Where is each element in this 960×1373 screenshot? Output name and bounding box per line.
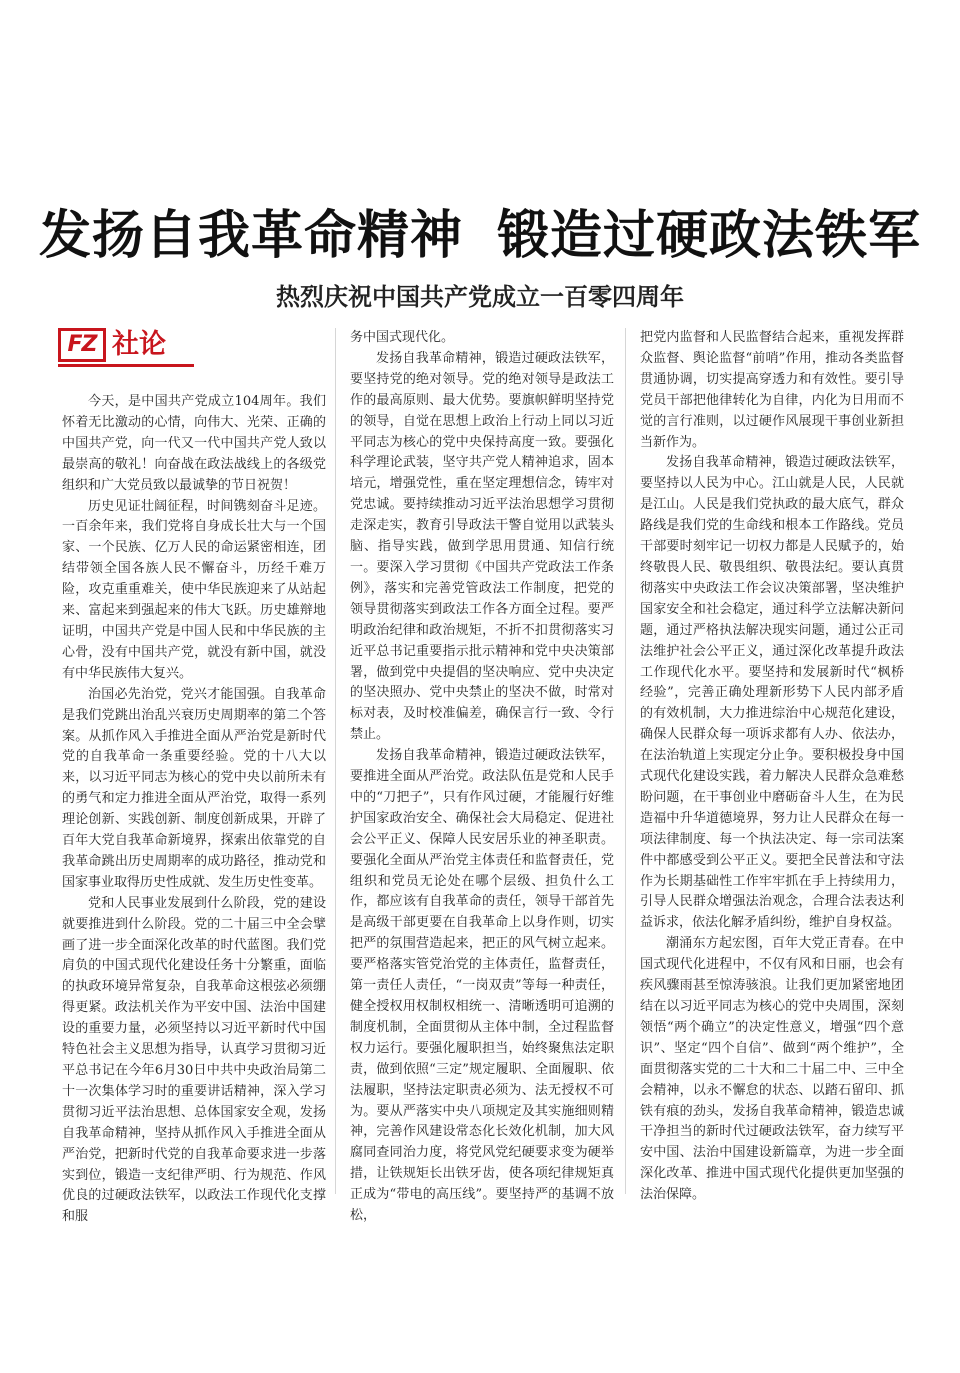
paragraph: 发扬自我革命精神，锻造过硬政法铁军，要坚持以人民为中心。江山就是人民，人民就是江山。人民是我们党执政的最大底气，群众路线是我们党的生命线和根本工作路线。党员干部要时刻牢记一切权力都是人民赋予的，始终敬畏人民、敬畏组织、敬畏法纪。要认真贯彻落实中央政法工作会议决策部署，坚决维护国家安全和社会稳定，通过科学立法解决新问题，通过严格执法解决现实问题，通过公正司法维护社会公平正义，通过深化改革提升政法工作现代化水平。要坚持和发展新时代“枫桥经验”，完善正确处理新形势下人民内部矛盾的有效机制，大力推进综治中心规范化建设，确保人民群众每一项诉求都有人办、依法办，在法治轨道上实现定分止争。要积极投身中国式现代化建设实践，着力解决人民群众急难愁盼问题，在干事创业中磨砺奋斗人生，在为民造福中升华道德境界，努力让人民群众在每一项法律制度、每一个执法决定、每一宗司法案件中都感受到公平正义。要把全民普法和守法作为长期基础性工作牢牢抓在手上持续用力，引导人民群众增强法治观念，合理合法表达利益诉求，依法化解矛盾纠纷，维护自身权益。	[640, 455, 904, 931]
paragraph: 今天，是中国共产党成立104周年。我们怀着无比激动的心情，向伟大、光荣、正确的中国共产党，向一代又一代中国共产党人致以最崇高的敬礼！向奋战在政法战线上的各级党组织和广大党员致以最诚挚的节日祝贺！	[62, 394, 326, 493]
paragraph-continuation: 把党内监督和人民监督结合起来，重视发挥群众监督、舆论监督“前哨”作用，推动各类监督贯通协调，切实提高穿透力和有效性。要引导党员干部把他律转化为自律，内化为日用而不觉的言行准则，以过硬作风展现干事创业新担当新作为。	[640, 330, 904, 450]
article-column-3	[640, 328, 904, 1206]
article-headline	[0, 198, 960, 274]
editorial-section-label	[58, 327, 166, 363]
section-label-underline	[58, 364, 194, 367]
column-divider	[625, 328, 626, 1194]
article-column-1	[62, 392, 326, 1228]
article-column-2	[350, 328, 614, 1227]
paragraph: 发扬自我革命精神，锻造过硬政法铁军，要坚持党的绝对领导。党的绝对领导是政法工作的最高原则、最大优势。要旗帜鲜明坚持党的领导，自觉在思想上政治上行动上同以习近平同志为核心的党中央保持高度一致。要强化科学理论武装，坚守共产党人精神追求，固本培元，增强党性，重在坚定理想信念，铸牢对党忠诚。要持续推动习近平法治思想学习贯彻走深走实，教育引导政法干警自觉用以武装头脑、指导实践，做到学思用贯通、知信行统一。要深入学习贯彻《中国共产党政法工作条例》，落实和完善党管政法工作制度，把党的领导贯彻落实到政法工作各方面全过程。要严明政治纪律和政治规矩，不折不扣贯彻落实习近平总书记重要指示批示精神和党中央决策部署，做到党中央提倡的坚决响应、党中央决定的坚决照办、党中央禁止的坚决不做，时常对标对表，及时校准偏差，确保言行一致、令行禁止。	[350, 350, 614, 743]
paragraph: 治国必先治党，党兴才能国强。自我革命是我们党跳出治乱兴衰历史周期率的第二个答案。从抓作风入手推进全面从严治党是新时代党的自我革命一条重要经验。党的十八大以来，以习近平同志为核心的党中央以前所未有的勇气和定力推进全面从严治党，取得一系列理论创新、实践创新、制度创新成果，开辟了百年大党自我革命新境界，探索出依靠党的自我革命跳出历史周期率的成功路径，推动党和国家事业取得历史性成就、发生历史性变革。	[62, 686, 326, 890]
headline-part-1: 发扬自我革命精神	[38, 206, 463, 266]
paragraph: 历史见证壮阔征程，时间镌刻奋斗足迹。一百余年来，我们党将自身成长壮大与一个国家、一个民族、亿万人民的命运紧密相连，团结带领全国各族人民不懈奋斗，历经千难万险，攻克重重难关，使中华民族迎来了从站起来、富起来到强起来的伟大飞跃。历史雄辩地证明，中国共产党是中国人民和中华民族的主心骨，没有中国共产党，就没有新中国，就没有中华民族伟大复兴。	[62, 498, 326, 681]
headline-part-2: 锻造过硬政法铁军	[497, 206, 922, 266]
section-label-text: 社论	[112, 329, 166, 360]
paragraph-continuation: 务中国式现代化。	[350, 330, 455, 345]
fz-logo-icon: FZ	[58, 328, 106, 362]
paragraph: 党和人民事业发展到什么阶段，党的建设就要推进到什么阶段。党的二十届三中全会擘画了进一步全面深化改革的时代蓝图。我们党肩负的中国式现代化建设任务十分繁重，面临的执政环境异常复杂，自我革命这根弦必须绷得更紧。政法机关作为平安中国、法治中国建设的重要力量，必须坚持以习近平新时代中国特色社会主义思想为指导，认真学习贯彻习近平总书记在今年6月30日中共中央政治局第二十一次集体学习时的重要讲话精神，深入学习贯彻习近平法治思想、总体国家安全观，发扬自我革命精神，坚持从抓作风入手推进全面从严治党，把新时代党的自我革命要求进一步落实到位，锻造一支纪律严明、行为规范、作风优良的过硬政法铁军，以政法工作现代化支撑和服	[62, 895, 326, 1225]
article-subtitle: 热烈庆祝中国共产党成立一百零四周年	[276, 283, 684, 311]
paragraph: 发扬自我革命精神，锻造过硬政法铁军，要推进全面从严治党。政法队伍是党和人民手中的“刀把子”，只有作风过硬，才能履行好维护国家政治安全、确保社会大局稳定、促进社会公平正义、保障人民安居乐业的神圣职责。要强化全面从严治党主体责任和监督责任，党组织和党员无论处在哪个层级、担负什么工作，都应该有自我革命的责任，领导干部首先是高级干部更要在自我革命上以身作则，切实把严的氛围营造起来，把正的风气树立起来。要严格落实管党治党的主体责任，监督责任，第一责任人责任，“一岗双责”等每一种责任，健全授权用权制权相统一、清晰透明可追溯的制度机制，全面贯彻从主体中制，全过程监督权力运行。要强化履职担当，始终聚焦法定职责，做到依照“三定”规定履职、全面履职、依法履职，坚持法定职责必须为、法无授权不可为。要从严落实中央八项规定及其实施细则精神，完善作风建设常态化长效化机制，加大风腐同查同治力度，将党风党纪硬要求变为硬举措，让铁规矩长出铁牙齿，使各项纪律规矩真正成为“带电的高压线”。要坚持严的基调不放松，	[350, 748, 614, 1224]
column-divider	[335, 328, 336, 1194]
paragraph: 潮涌东方起宏图，百年大党正青春。在中国式现代化进程中，不仅有风和日丽，也会有疾风骤雨甚至惊涛骇浪。让我们更加紧密地团结在以习近平同志为核心的党中央周围，深刻领悟“两个确立”的决定性意义，增强“四个意识”、坚定“四个自信”、做到“两个维护”，全面贯彻落实党的二十大和二十届二中、三中全会精神，以永不懈怠的状态、以踏石留印、抓铁有痕的劲头，发扬自我革命精神，锻造忠诚干净担当的新时代过硬政法铁军，奋力续写平安中国、法治中国建设新篇章，为进一步全面深化改革、推进中国式现代化提供更加坚强的法治保障。	[640, 936, 904, 1203]
